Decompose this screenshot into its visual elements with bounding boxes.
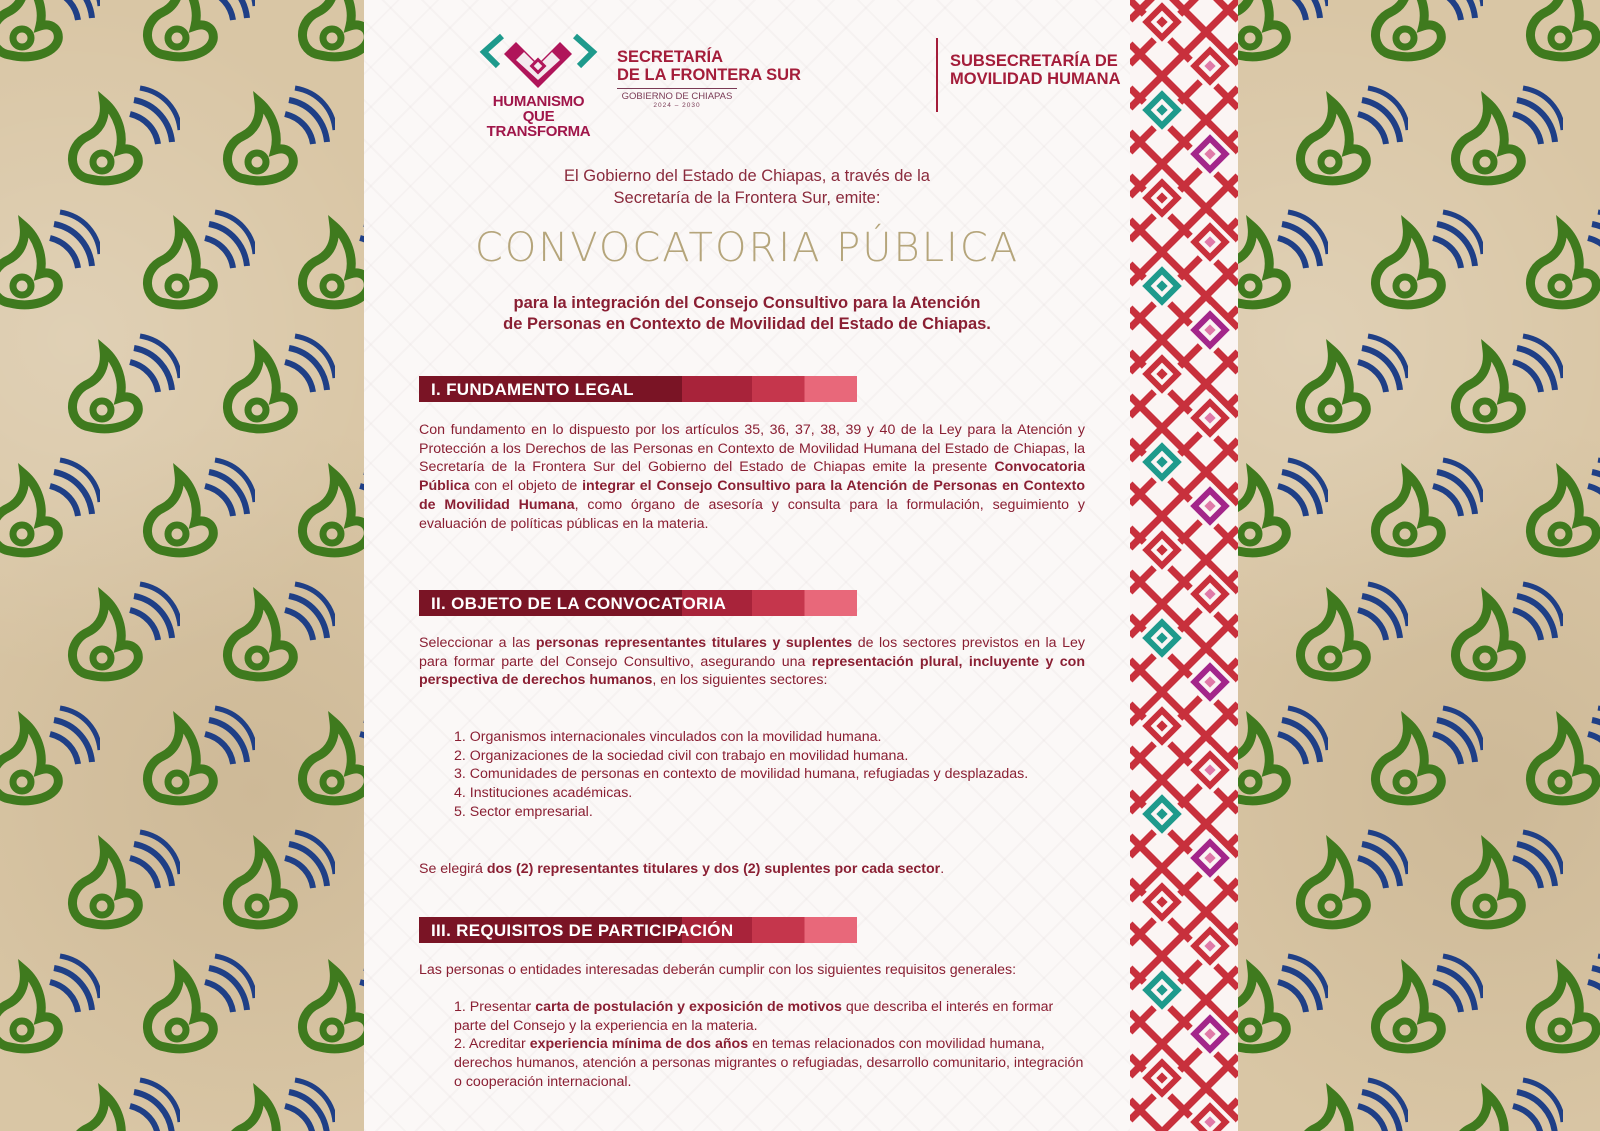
swirl-motif-icon bbox=[290, 704, 364, 814]
section-heading-requisitos bbox=[419, 917, 857, 943]
swirl-motif-icon bbox=[135, 208, 255, 318]
swirl-motif-icon bbox=[1443, 828, 1563, 938]
swirl-motif-icon bbox=[290, 0, 364, 70]
swirl-motif-icon bbox=[60, 1076, 180, 1131]
swirl-motif-icon bbox=[1363, 456, 1483, 566]
swirl-motif-icon bbox=[1288, 1076, 1408, 1131]
swirl-motif-icon bbox=[1443, 84, 1563, 194]
text-run: Con fundamento en lo dispuesto por los artículos 35, 36, 37, 38, 39 y 40 de la Ley para la Atención y Protección a los Derechos de las Personas en Contexto de Movilidad Humana del Estado de Chiapas, la Secretaría de la Frontera Sur del Gobierno del Estado de Chiapas emite la presente bbox=[419, 422, 1085, 476]
swirl-motif-icon bbox=[60, 84, 180, 194]
gobierno-label: GOBIERNO DE CHIAPAS bbox=[617, 88, 737, 102]
period-label: 2024 – 2030 bbox=[653, 102, 701, 109]
swirl-motif-icon bbox=[1238, 456, 1328, 566]
list-item bbox=[454, 1035, 1084, 1091]
section-heading-text: III. REQUISITOS DE PARTICIPACIÓN bbox=[431, 921, 734, 940]
list-item: 2. Organizaciones de la sociedad civil con trabajo en movilidad humana. bbox=[454, 747, 909, 764]
bold-run: dos (2) representantes titulares y dos (2) suplentes por cada sector bbox=[486, 861, 941, 877]
right-decorative-panel bbox=[1238, 0, 1600, 1131]
swirl-motif-icon bbox=[1288, 332, 1408, 442]
intro-text bbox=[364, 165, 1130, 209]
swirl-motif-icon bbox=[290, 456, 364, 566]
swirl-motif-icon bbox=[1443, 332, 1563, 442]
swirl-motif-icon bbox=[215, 828, 335, 938]
subsecretaria-line1: SUBSECRETARÍA DE bbox=[950, 52, 1118, 70]
list-item bbox=[454, 998, 1084, 1035]
left-decorative-panel bbox=[0, 0, 364, 1131]
list-item: 5. Sector empresarial. bbox=[454, 803, 593, 820]
text-run: en temas relacionados con movilidad humana, derechos humanos, atención a personas migrantes o refugiadas, desarrollo comunitario, integración o cooperación internacional. bbox=[454, 1036, 1084, 1090]
text-run: . bbox=[940, 861, 945, 877]
textile-border-strip bbox=[1130, 0, 1238, 1131]
humanismo-logo-text: HUMANISMO QUE TRANSFORMA bbox=[486, 93, 591, 140]
swirl-motif-icon bbox=[1363, 0, 1483, 70]
humanismo-emblem-icon bbox=[476, 30, 601, 92]
header-divider bbox=[936, 38, 938, 112]
swirl-motif-icon bbox=[1238, 208, 1328, 318]
swirl-motif-icon bbox=[0, 0, 100, 70]
section-heading-fundamento bbox=[419, 376, 857, 402]
text-run: , como órgano de asesoría y consulta para la formulación, seguimiento y evaluación de políticas públicas en la materia. bbox=[419, 496, 1085, 532]
swirl-motif-icon bbox=[1238, 0, 1328, 70]
requirements-list bbox=[454, 998, 1084, 1092]
swirl-motif-icon bbox=[1518, 0, 1600, 70]
swirl-motif-icon bbox=[290, 208, 364, 318]
list-item: 1. Organismos internacionales vinculados con la movilidad humana. bbox=[454, 729, 882, 745]
swirl-motif-icon bbox=[1363, 704, 1483, 814]
page-title: CONVOCATORIA PÚBLICA bbox=[474, 225, 1020, 271]
swirl-motif-icon bbox=[215, 84, 335, 194]
swirl-motif-icon bbox=[1518, 952, 1600, 1062]
bold-run: experiencia mínima de dos años bbox=[529, 1036, 749, 1053]
text-run: que describa el interés en formar parte del Consejo y la experiencia en la materia. bbox=[454, 999, 1054, 1034]
text-run: de los sectores previstos en la Ley para formar parte del Consejo Consultivo, asegurando una bbox=[419, 635, 1085, 670]
intro-line2: Secretaría de la Frontera Sur, emite: bbox=[613, 189, 881, 207]
section-heading-objeto bbox=[419, 590, 857, 616]
swirl-motif-icon bbox=[1518, 208, 1600, 318]
swirl-motif-icon bbox=[1518, 456, 1600, 566]
bold-run: integrar el Consejo Consultivo para la Atención de Personas en Contexto de Movilidad Humana bbox=[419, 478, 1085, 513]
text-run: Se elegirá bbox=[419, 861, 487, 877]
swirl-motif-icon bbox=[135, 0, 255, 70]
textile-pattern-icon bbox=[1130, 0, 1238, 1131]
list-item: 4. Instituciones académicas. bbox=[454, 785, 633, 802]
swirl-motif-icon bbox=[135, 952, 255, 1062]
page-subtitle bbox=[364, 293, 1130, 335]
bold-run: representación plural, incluyente y con perspectiva de derechos humanos bbox=[419, 653, 1085, 689]
section-heading-text: I. FUNDAMENTO LEGAL bbox=[431, 380, 634, 399]
swirl-motif-icon bbox=[0, 456, 100, 566]
swirl-motif-icon bbox=[1288, 828, 1408, 938]
secretaria-line2: DE LA FRONTERA SUR bbox=[617, 66, 801, 84]
text-run: , en los siguientes sectores: bbox=[652, 672, 828, 689]
swirl-motif-icon bbox=[135, 704, 255, 814]
text-run: Seleccionar a las bbox=[419, 635, 536, 651]
swirl-motif-icon bbox=[1288, 580, 1408, 690]
subtitle-line1: para la integración del Consejo Consultivo para la Atención bbox=[513, 294, 981, 312]
swirl-motif-icon bbox=[1518, 704, 1600, 814]
swirl-motif-icon bbox=[60, 580, 180, 690]
text-run: con el objeto de bbox=[469, 478, 583, 495]
subsecretaria-line2: MOVILIDAD HUMANA bbox=[950, 70, 1121, 88]
subsecretaria-logo bbox=[950, 52, 1150, 88]
section-objeto-paragraph bbox=[419, 634, 1085, 690]
bold-run: Convocatoria Pública bbox=[419, 459, 1085, 495]
humanismo-logo bbox=[476, 30, 601, 140]
swirl-motif-icon bbox=[60, 332, 180, 442]
swirl-motif-icon bbox=[1238, 952, 1328, 1062]
swirl-motif-icon bbox=[1363, 208, 1483, 318]
text-run: 2. Acreditar bbox=[454, 1036, 530, 1053]
swirl-motif-icon bbox=[0, 952, 100, 1062]
bold-run: carta de postulación y exposición de motivos bbox=[535, 999, 842, 1015]
secretaria-logo bbox=[617, 48, 817, 109]
swirl-motif-icon bbox=[215, 580, 335, 690]
sector-closing-paragraph bbox=[419, 860, 1085, 879]
section-fundamento-paragraph bbox=[419, 421, 1085, 533]
list-item: 3. Comunidades de personas en contexto de movilidad humana, refugiadas y desplazadas. bbox=[454, 766, 1029, 783]
swirl-motif-icon bbox=[1238, 704, 1328, 814]
text-run: 1. Presentar bbox=[454, 999, 536, 1015]
swirl-motif-icon bbox=[1363, 952, 1483, 1062]
swirl-motif-icon bbox=[135, 456, 255, 566]
swirl-motif-icon bbox=[60, 828, 180, 938]
sectors-list bbox=[454, 728, 1084, 822]
subtitle-line2: de Personas en Contexto de Movilidad del Estado de Chiapas. bbox=[503, 315, 991, 333]
swirl-motif-icon bbox=[1443, 1076, 1563, 1131]
swirl-motif-icon bbox=[290, 952, 364, 1062]
section-requisitos-intro: Las personas o entidades interesadas deberán cumplir con los siguientes requisitos generales: bbox=[419, 962, 1017, 978]
swirl-motif-icon bbox=[0, 704, 100, 814]
section-heading-text: II. OBJETO DE LA CONVOCATORIA bbox=[431, 594, 727, 613]
document-page bbox=[364, 0, 1130, 1131]
swirl-motif-icon bbox=[215, 332, 335, 442]
swirl-motif-icon bbox=[215, 1076, 335, 1131]
header-logos bbox=[476, 30, 1121, 140]
secretaria-line1: SECRETARÍA bbox=[617, 48, 724, 66]
intro-line1: El Gobierno del Estado de Chiapas, a través de la bbox=[564, 167, 930, 185]
swirl-motif-icon bbox=[1443, 580, 1563, 690]
bold-run: personas representantes titulares y suplentes bbox=[535, 635, 853, 651]
swirl-motif-icon bbox=[0, 208, 100, 318]
swirl-motif-icon bbox=[1288, 84, 1408, 194]
